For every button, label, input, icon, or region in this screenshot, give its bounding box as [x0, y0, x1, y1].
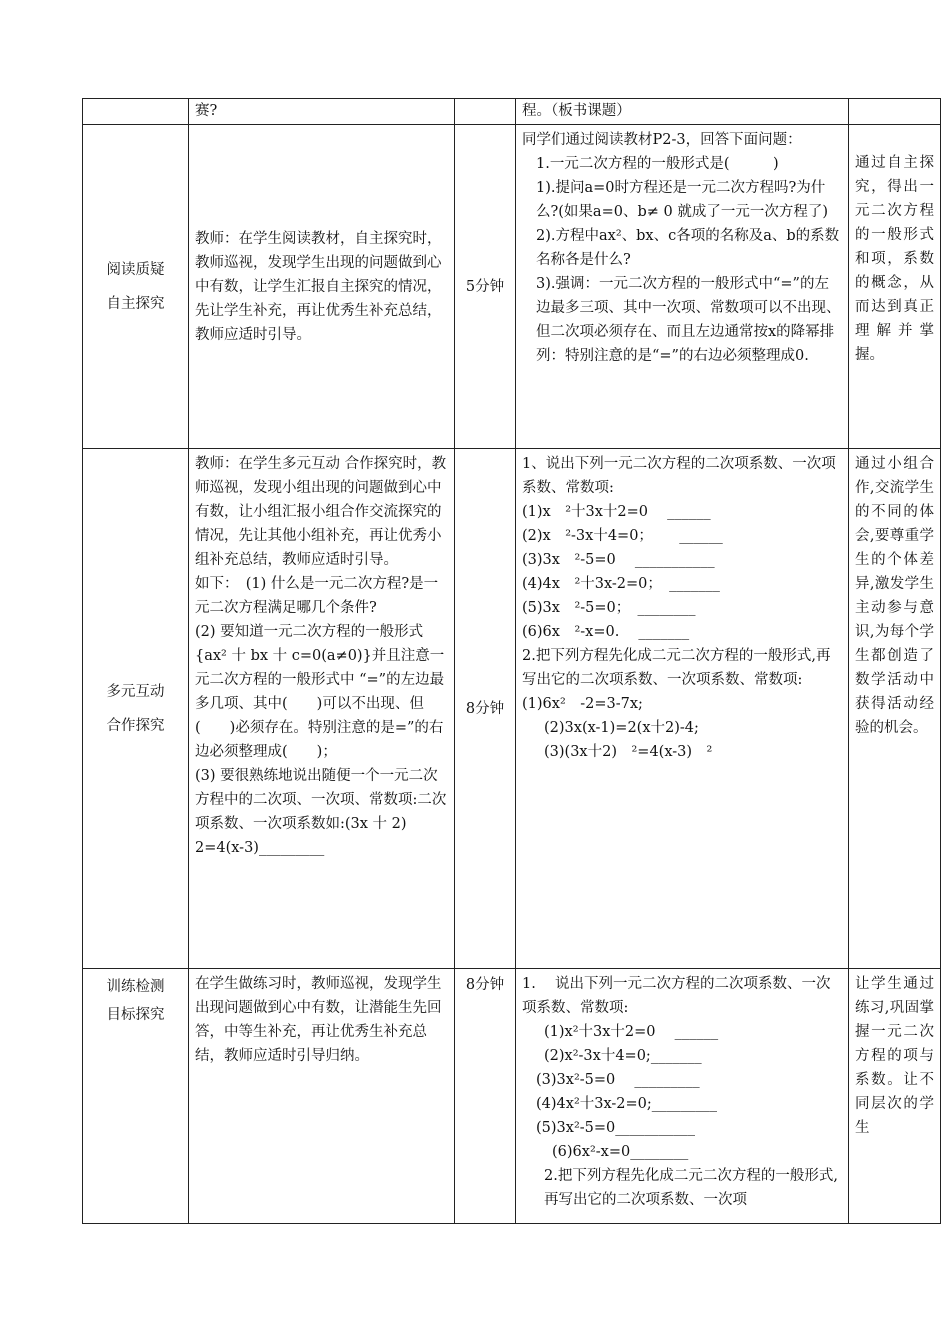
teacher-text: (2) 要知道一元二次方程的一般形式{ax² 十 bx 十 c=0(a≠0)}并且注意一元二次方程的一般形式中 “=”的左边最多几项、其中( )可以不出现、但( )必须存在。特别注意的是=”的右边必须整理成( )；	[195, 624, 445, 760]
content-text: 同学们通过阅读教材P2-3，回答下面问题：	[522, 132, 802, 148]
content-text: (3)(3x十2) ²=4(x-3) ²	[544, 744, 713, 760]
design-intent-cell: 通过小组合作,交流学生的不同的体会,要尊重学生的个体差异,激发学生主动参与意识,为每个学生都创造了数学活动中获得活动经验的机会。	[849, 449, 941, 969]
stage-label: 多元互动	[106, 683, 165, 700]
stage-label: 合作探究	[106, 717, 165, 734]
stage-cell	[83, 125, 189, 449]
table-row	[83, 99, 941, 125]
teacher-activity-cell	[189, 969, 455, 1224]
teacher-text: 如下： (1) 什么是一元二次方程?是一元二次方程满足哪几个条件?	[195, 576, 439, 616]
content-text: (2)x ²-3x十4=0； ______	[522, 528, 723, 544]
content-text: (1)x²十3x十2=0 ______	[544, 1024, 719, 1040]
teacher-text: 教师：在学生多元互动 合作探究时，教师巡视，发现小组出现的问题做到心中有数，让小组汇报小组合作交流探究的情况，先让其他小组补充，再让优秀小组补充总结，教师应适时引导。	[195, 456, 447, 568]
content-text: 2.把下列方程先化成二元二次方程的一般形式,再写出它的二次项系数、一次项系数、常数项:	[522, 648, 831, 688]
content-text: (2)x²-3x十4=0;_______	[544, 1048, 702, 1064]
design-intent-cell: 让学生通过练习,巩固掌握一元二次方程的项与系数。让不同层次的学生	[849, 969, 941, 1224]
content-text: 2).方程中ax²、bx、c各项的名称及a、b的系数名称各是什么?	[536, 228, 840, 268]
stage-cell	[83, 449, 189, 969]
content-text: 3).强调：一元二次方程的一般形式中“=”的左边最多三项、其中一次项、常数项可以不出现、但二次项必须存在、而且左边通常按x的降幂排列：特别注意的是“=”的右边必须整理成0.	[536, 276, 841, 364]
teacher-activity-cell	[189, 449, 455, 969]
student-activity-cell	[516, 99, 849, 125]
stage-label: 阅读质疑	[106, 261, 165, 278]
time-cell	[455, 99, 516, 125]
content-text: (6)6x ²-x=0. _______	[522, 624, 690, 640]
student-activity-cell	[516, 969, 849, 1224]
content-text: 1、说出下列一元二次方程的二次项系数、一次项系数、常数项:	[522, 456, 836, 496]
content-text: (5)3x²-5=0___________	[536, 1120, 696, 1136]
table-row	[83, 125, 941, 449]
content-text: 1).提问a=0时方程还是一元二次方程吗?为什么?(如果a=0、b≠ 0 就成了一元一次方程了)	[536, 180, 828, 220]
content-text: (2)3x(x-1)=2(x十2)-4;	[544, 720, 699, 736]
time-cell: 8分钟	[455, 449, 516, 969]
student-activity-cell	[516, 125, 849, 449]
content-text: 1. 说出下列一元二次方程的二次项系数、一次项系数、常数项:	[522, 976, 831, 1016]
teacher-text: (3) 要很熟练地说出随便一个一元二次方程中的二次项、一次项、常数项:二次项系数、一次项系数如:(3x 十 2) 2=4(x-3)_________	[195, 768, 447, 856]
table-row	[83, 449, 941, 969]
table-row	[83, 969, 941, 1224]
teacher-activity-cell	[189, 99, 455, 125]
stage-label: 自主探究	[106, 295, 165, 312]
design-intent-cell	[849, 99, 941, 125]
teacher-text: 在学生做练习时，教师巡视，发现学生出现问题做到心中有数，让潜能生先回答，中等生补充，再让优秀生补充总结，教师应适时引导归纳。	[195, 976, 442, 1064]
content-text: 2.把下列方程先化成二元二次方程的一般形式,再写出它的二次项系数、一次项	[544, 1168, 838, 1208]
student-activity-cell	[516, 449, 849, 969]
content-text: (1)x ²十3x十2=0 ______	[522, 504, 711, 520]
content-text: 1.一元二次方程的一般形式是( )	[536, 156, 779, 172]
teacher-text: 教师：在学生阅读教材，自主探究时，教师巡视，发现学生出现的问题做到心中有数，让学生汇报自主探究的情况，先让学生补充，再让优秀生补充总结，教师应适时引导。	[195, 230, 442, 343]
time-cell: 8分钟	[455, 969, 516, 1224]
lesson-plan-table	[82, 98, 941, 1224]
content-text: (4)4x²十3x-2=0;_________	[536, 1096, 718, 1112]
stage-label: 训练检测	[106, 979, 165, 995]
content-text: (4)4x ²十3x-2=0； _______	[522, 576, 720, 592]
teacher-activity-cell	[189, 125, 455, 449]
design-intent-cell: 通过自主探究，得出一元二次方程的一般形式和项，系数的概念，从而达到真正理解并掌握。	[849, 125, 941, 449]
stage-cell	[83, 99, 189, 125]
time-cell: 5分钟	[455, 125, 516, 449]
content-text: (1)6x² -2=3-7x;	[522, 696, 643, 712]
stage-label: 目标探究	[106, 1007, 165, 1023]
teacher-text: 赛?	[195, 103, 218, 119]
content-text: (5)3x ²-5=0； ________	[522, 600, 696, 616]
content-text: (3)3x ²-5=0 ___________	[522, 552, 715, 568]
content-text: (6)6x²-x=0________	[552, 1144, 689, 1160]
content-text: (3)3x²-5=0 _________	[536, 1072, 700, 1088]
stage-cell	[83, 969, 189, 1224]
content-text: 程。（板书课题）	[522, 103, 631, 119]
